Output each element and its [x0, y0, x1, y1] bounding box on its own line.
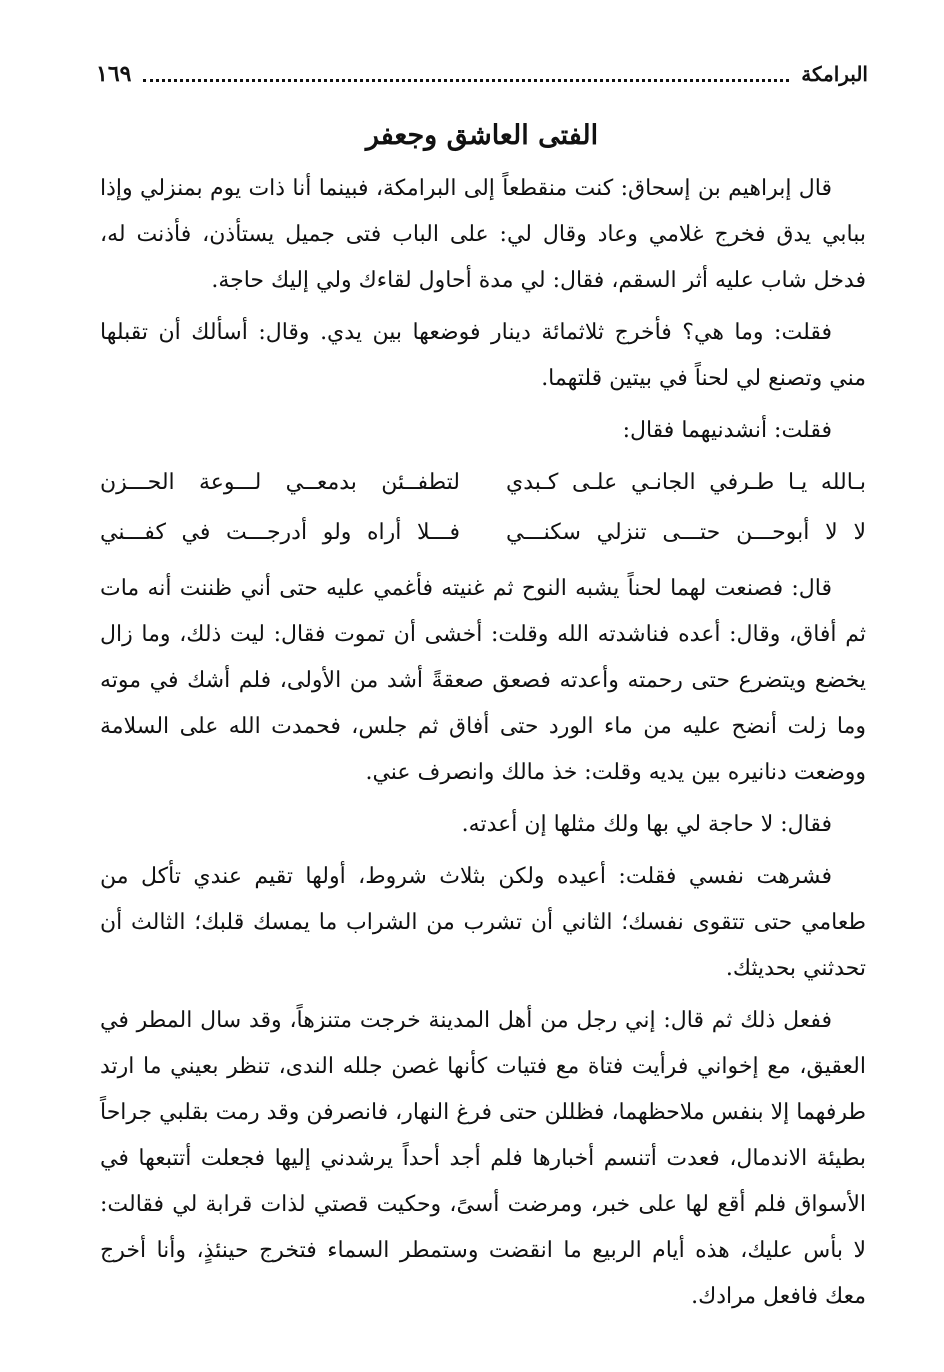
leader-dots — [143, 79, 789, 82]
verse-second-hemistich: فـــلا أراه ولو أدرجـــت في كفـــني — [100, 520, 461, 545]
paragraph: ففعل ذلك ثم قال: إني رجل من أهل المدينة خرجت متنزهاً، وقد سال المطر في العقيق، مع إخواني فرأيت فتاة مع فتيات كأنها غصن جلله الندى، تنظر بعيني ما ارتد طرفهما إلا بنفس ملاحظهما، فظللن حتى فرغ النهار، فانصرفن وقد رمت بقلبي جراحاً بطيئة الاندمال، فعدت أتنسم أخبارها فلم أجد أحداً يرشدني إليها فجعلت أتتبعها في الأسواق فلم أقع لها على خبر، ومرضت أسىً، وحكيت قصتي لذات قرابة لي فقالت: لا بأس عليك، هذه أيام الربيع ما انقضت وستمطر السماء فتخرج حينئذٍ، وأنا أخرج معك فافعل مرادك. — [100, 1008, 866, 1309]
verse-second-hemistich: لتطفــئن بدمعــي لـــوعة الحـــزن — [100, 470, 461, 495]
verse-first-hemistich: بـالله يـا طـرفي الجانـي علـى كـبدي — [505, 470, 866, 495]
body-text — [100, 166, 866, 1320]
chapter-title: الفتى العاشق وجعفر — [365, 120, 599, 151]
poem-verse — [100, 458, 866, 508]
paragraph: فقلت: وما هي؟ فأخرج ثلاثمائة دينار فوضعها بين يدي. وقال: أسألك أن تقبلها مني وتصنع لي لحناً في بيتين قلتهما. — [100, 320, 866, 391]
paragraph: فقلت: أنشدنيهما فقال: — [622, 418, 832, 443]
page-number: ١٦٩ — [96, 61, 132, 87]
paragraph: قال إبراهيم بن إسحاق: كنت منقطعاً إلى البرامكة، فبينما أنا ذات يوم بمنزلي وإذا ببابي يدق فخرج غلامي وعاد وقال لي: على الباب فتى جميل يستأذن، فأذنت له، فدخل شاب عليه أثر السقم، فقال: لي مدة أحاول لقاءك ولي إليك حاجة. — [100, 176, 866, 293]
poem-verse — [100, 508, 866, 558]
verse-first-hemistich: لا لا أبوحـــن حتـــى تنزلي سكنـــي — [505, 520, 866, 545]
paragraph: فقال: لا حاجة لي بها ولك مثلها إن أعدته. — [461, 812, 832, 837]
running-header — [96, 56, 868, 92]
poem — [100, 458, 866, 558]
running-title: البرامكة — [801, 62, 868, 86]
paragraph: فشرهت نفسي فقلت: أعيده ولكن بثلاث شروط، أولها تقيم عندي تأكل من طعامي حتى تتقوى نفسك؛ الثاني أن تشرب من الشراب ما يمسك قلبك؛ الثالث أن تحدثني بحديثك. — [100, 864, 866, 981]
paragraph: قال: فصنعت لهما لحناً يشبه النوح ثم غنيته فأغمي عليه حتى أني ظننت أنه مات ثم أفاق، وقال: أعده فناشدته الله وقلت: أخشى أن تموت فقال: ليت ذلك، وما زال يخضع ويتضرع حتى رحمته وأعدته فصعق صعقةً أشد من الأولى، فلم أشك في موته وما زلت أنضح عليه من ماء الورد حتى أفاق ثم جلس، فحمدت الله على السلامة ووضعت دنانيره بين يديه وقلت: خذ مالك وانصرف عني. — [100, 576, 866, 785]
